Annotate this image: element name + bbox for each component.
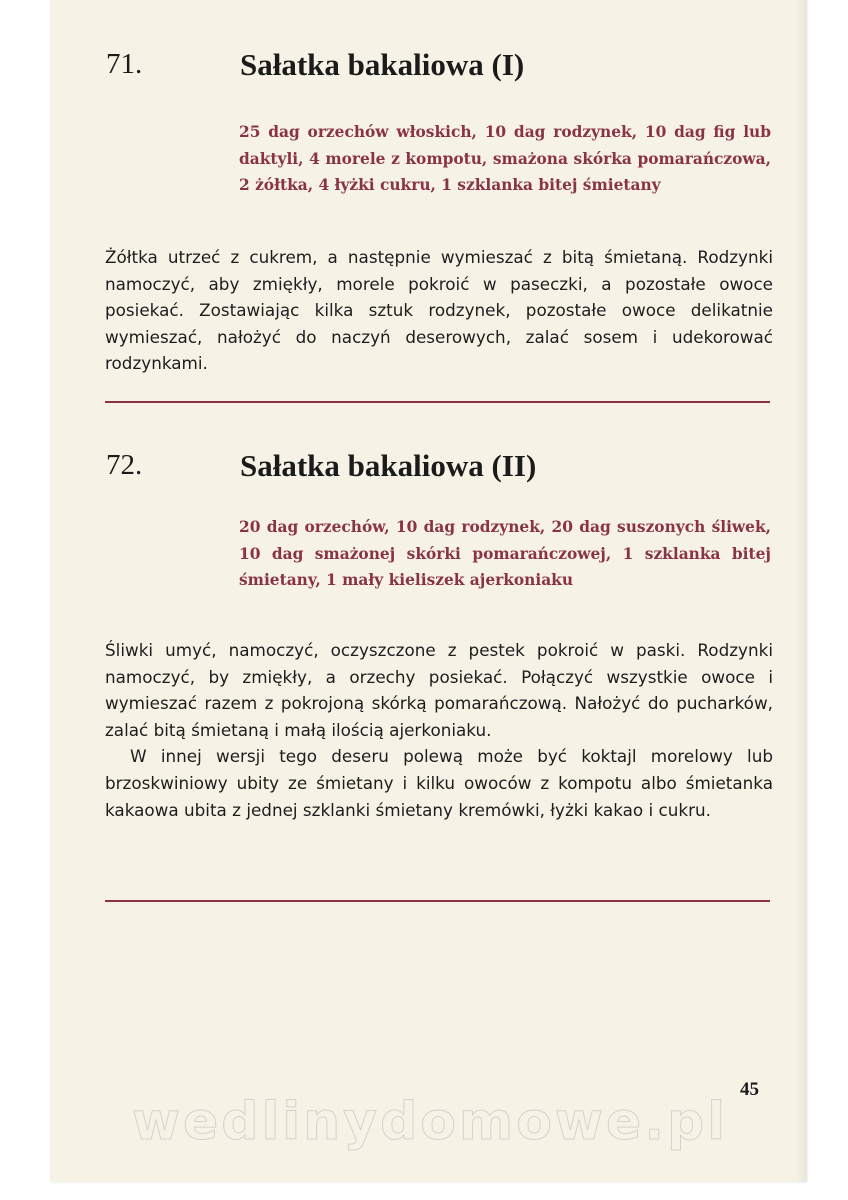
recipe-number: 72. [106,449,143,481]
section-divider [105,401,770,403]
recipe-ingredients: 20 dag orzechów, 10 dag rodzynek, 20 dag suszonych śliwek, 10 dag smażonej skórki pomarańczowej, 1 szklanka bitej śmietany, 1 mały kieliszek ajerkoniaku [239,518,771,589]
recipe-ingredients: 25 dag orzechów włoskich, 10 dag rodzynek, 10 dag fig lub daktyli, 4 morele z kompotu, smażona skórka pomarańczowa, 2 żółtka, 4 łyżki cukru, 1 szklanka bitej śmietany [239,123,771,194]
recipe-title: Sałatka bakaliowa (II) [240,448,537,483]
watermark: wedlinydomowe.pl [131,1092,729,1152]
recipe-number: 71. [106,48,143,80]
book-page [50,0,806,1182]
instruction-paragraph: Śliwki umyć, namoczyć, oczyszczone z pestek pokroić w paski. Rodzynki namoczyć, by zmiękły, a orzechy posiekać. Połączyć wszystkie owoce i wymieszać razem z pokrojoną skórką pomarańczową. Nałożyć do pucharków, zalać bitą śmietaną i małą ilością ajerkoniaku. [105,640,773,740]
page-number: 45 [740,1079,759,1100]
instruction-paragraph: Żółtka utrzeć z cukrem, a następnie wymieszać z bitą śmietaną. Rodzynki namoczyć, aby zmiękły, morele pokroić w paseczki, a pozostałe owoce posiekać. Zostawiając kilka sztuk rodzynek, pozostałe owoce delikatnie wymieszać, nałożyć do naczyń deserowych, zalać sosem i udekorować rodzynkami. [105,247,773,374]
recipe-title: Sałatka bakaliowa (I) [240,47,525,82]
section-divider [105,900,770,902]
recipe-instructions [105,637,773,823]
recipe-instructions [105,244,773,377]
instruction-paragraph: W innej wersji tego deseru polewą może być koktajl morelowy lub brzoskwiniowy ubity ze śmietany i kilku owoców z kompotu albo śmietanka kakaowa ubita z jednej szklanki śmietany kremówki, łyżki kakao i cukru. [105,746,773,820]
